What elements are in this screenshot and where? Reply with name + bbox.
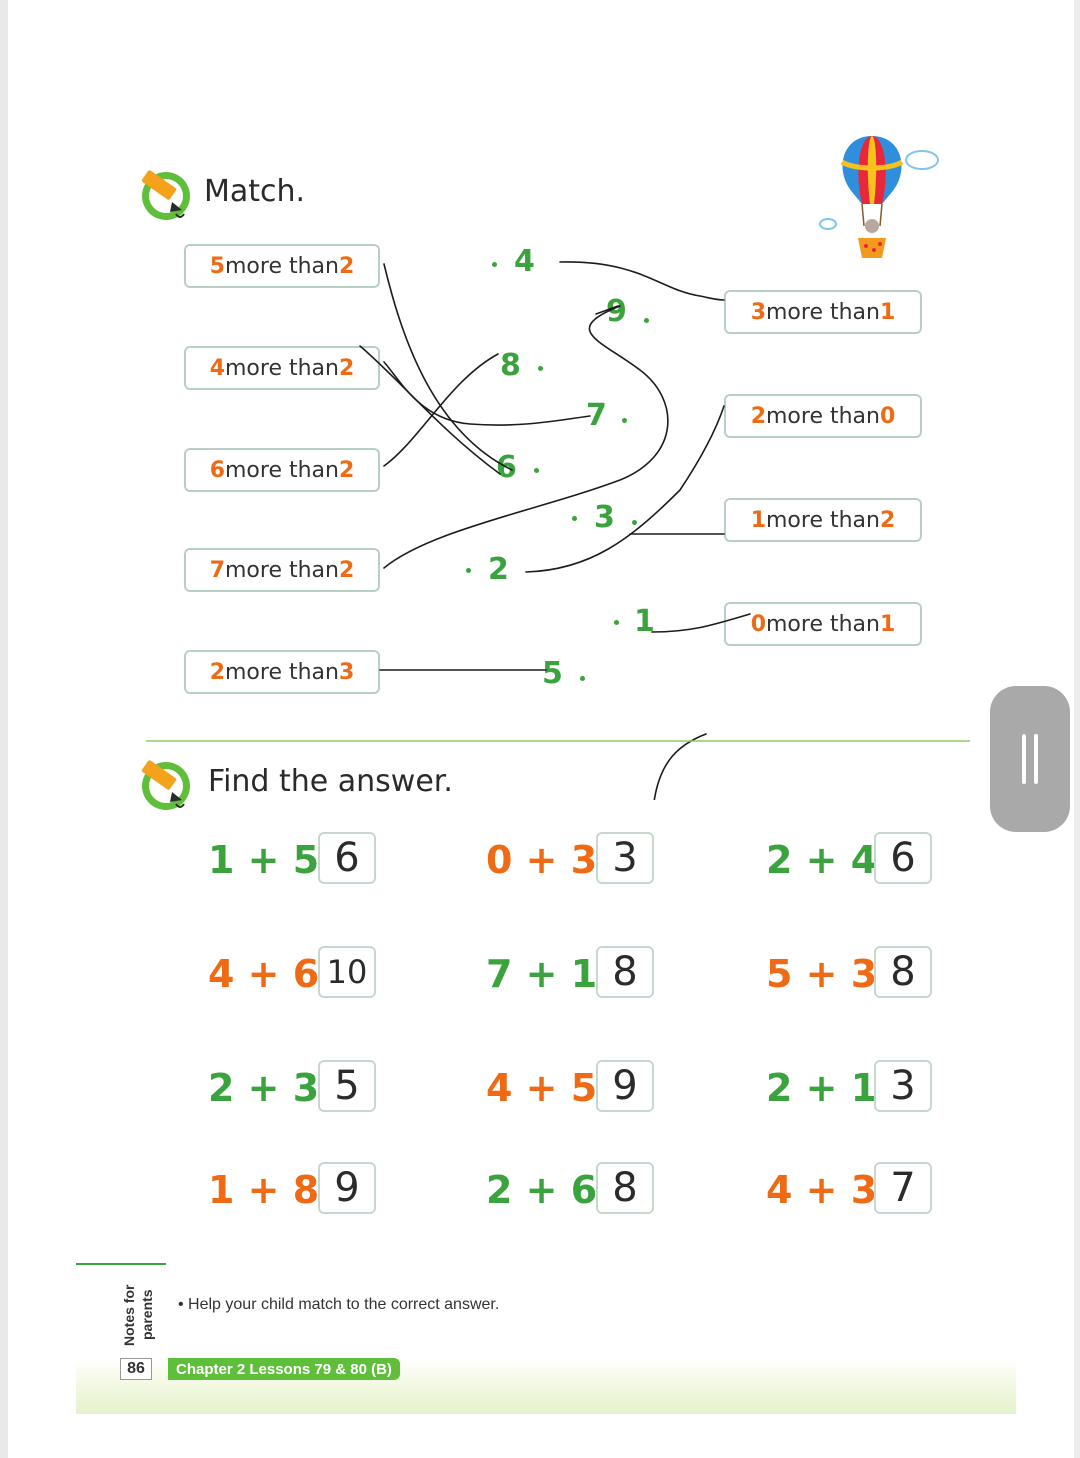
equation-4-plus-6: 4 + 6 — [208, 952, 320, 996]
notes-rule — [76, 1262, 166, 1266]
scroll-handle[interactable] — [990, 686, 1070, 832]
number-7[interactable]: 7 — [586, 398, 607, 433]
line-2-to-2more0 — [526, 406, 724, 572]
number-8[interactable]: 8 — [500, 348, 521, 383]
match-heading: Match. — [204, 174, 306, 209]
equation-1-plus-8: 1 + 8 — [208, 1168, 320, 1212]
answer-box-4-plus-6[interactable]: 10 — [318, 946, 376, 998]
equation-2-plus-6: 2 + 6 — [486, 1168, 598, 1212]
number-1[interactable]: 1 — [634, 604, 655, 639]
left-box-5-more-than-2[interactable]: 5 more than 2 — [184, 244, 380, 288]
answer-box-1-plus-8[interactable]: 9 — [318, 1162, 376, 1214]
right-box-0-more-than-1[interactable]: 0 more than 1 — [724, 602, 922, 646]
number-9[interactable]: 9 — [606, 294, 627, 329]
equation-2-plus-1: 2 + 1 — [766, 1066, 878, 1110]
line-9-stub — [596, 306, 618, 314]
left-box-2-more-than-3[interactable]: 2 more than 3 — [184, 650, 380, 694]
line-1-to-0more1 — [652, 614, 750, 632]
answer-box-0-plus-3[interactable]: 3 — [596, 832, 654, 884]
svg-text:Notes for: Notes for — [121, 1284, 137, 1346]
page-number: 86 — [120, 1358, 152, 1380]
equation-5-plus-3: 5 + 3 — [766, 952, 878, 996]
right-box-2-more-than-0[interactable]: 2 more than 0 — [724, 394, 922, 438]
answer-box-7-plus-1[interactable]: 8 — [596, 946, 654, 998]
right-box-3-more-than-1[interactable]: 3 more than 1 — [724, 290, 922, 334]
answer-box-2-plus-6[interactable]: 8 — [596, 1162, 654, 1214]
left-box-7-more-than-2[interactable]: 7 more than 2 — [184, 548, 380, 592]
answer-box-2-plus-4[interactable]: 6 — [874, 832, 932, 884]
answer-box-1-plus-5[interactable]: 6 — [318, 832, 376, 884]
equation-4-plus-3: 4 + 3 — [766, 1168, 878, 1212]
equation-4-plus-5: 4 + 5 — [486, 1066, 598, 1110]
number-4[interactable]: 4 — [514, 244, 535, 279]
answer-box-2-plus-1[interactable]: 3 — [874, 1060, 932, 1112]
number-3[interactable]: 3 — [594, 500, 615, 535]
answer-box-4-plus-5[interactable]: 9 — [596, 1060, 654, 1112]
equation-1-plus-5: 1 + 5 — [208, 838, 320, 882]
stray-pen-mark — [654, 734, 706, 800]
line-7-to-9 — [384, 306, 668, 568]
grip-line-left — [1022, 734, 1026, 784]
right-box-1-more-than-2[interactable]: 1 more than 2 — [724, 498, 922, 542]
find-answer-heading: Find the answer. — [208, 764, 453, 799]
answer-box-2-plus-3[interactable]: 5 — [318, 1060, 376, 1112]
number-2[interactable]: 2 — [488, 552, 509, 587]
notes-for-parents-label — [116, 1270, 166, 1350]
answer-box-5-plus-3[interactable]: 8 — [874, 946, 932, 998]
equation-7-plus-1: 7 + 1 — [486, 952, 598, 996]
line-5-to-6 — [384, 264, 512, 470]
number-6[interactable]: 6 — [496, 450, 517, 485]
equation-2-plus-4: 2 + 4 — [766, 838, 878, 882]
answer-box-4-plus-3[interactable]: 7 — [874, 1162, 932, 1214]
grip-line-right — [1034, 734, 1038, 784]
left-box-4-more-than-2[interactable]: 4 more than 2 — [184, 346, 380, 390]
line-6-to-8 — [384, 354, 498, 466]
chapter-tag: Chapter 2 Lessons 79 & 80 (B) — [168, 1358, 400, 1380]
line-4-to-7 — [384, 362, 590, 425]
left-box-6-more-than-2[interactable]: 6 more than 2 — [184, 448, 380, 492]
equation-2-plus-3: 2 + 3 — [208, 1066, 320, 1110]
line-4-to-3more1 — [560, 262, 724, 300]
equation-0-plus-3: 0 + 3 — [486, 838, 598, 882]
svg-text:parents: parents — [139, 1289, 155, 1340]
parent-note: • Help your child match to the correct answer. — [178, 1296, 500, 1313]
pencil-icon-2 — [136, 758, 196, 814]
number-5[interactable]: 5 — [542, 656, 563, 691]
